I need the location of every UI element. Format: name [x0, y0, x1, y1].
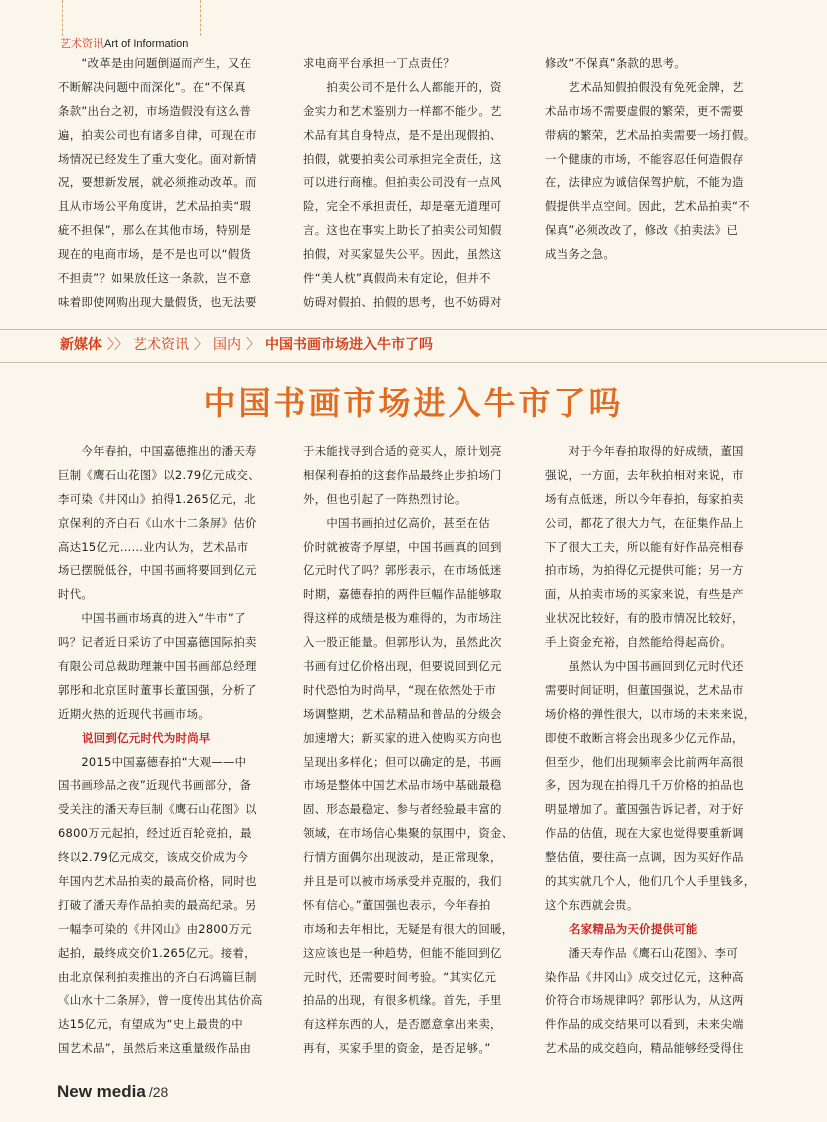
text-line: 国艺术品”，虽然后来这重量级作品由 [58, 1041, 252, 1056]
text-line: 高达15亿元……业内认为，艺术品市 [58, 539, 249, 554]
text-line: 2015中国嘉德春拍“大观——中 [58, 754, 247, 769]
text-line: 书画有过亿价格出现，但要说回到亿元 [303, 659, 502, 674]
text-line: 李可染《井冈山》拍得1.265亿元，北 [58, 491, 256, 506]
text-line: 即使不敢断言将会出现多少亿元作品， [545, 730, 744, 745]
breadcrumb-divider [0, 362, 827, 363]
text-line: 这个东西就会贵。 [545, 897, 639, 912]
breadcrumb-separator: 〉 [246, 337, 260, 353]
text-line: 场已摆脱低谷，中国书画将要回到亿元 [58, 563, 257, 578]
text-line: 固、形态最稳定、参与者经验最丰富的 [303, 802, 502, 817]
text-line: 现在的电商市场，是不是也可以“假货 [58, 247, 252, 262]
text-line: 艺术品知假拍假没有免死金牌，艺 [545, 79, 744, 94]
text-line: 况，要想新发展，就必须推动改革。而 [58, 175, 257, 190]
text-line: 求电商平台承担一丁点责任？ [303, 56, 455, 70]
text-line: 修改“不保真”条款的思考。 [545, 56, 686, 70]
text-line: 场有点低迷，所以今年春拍，每家拍卖 [545, 491, 744, 506]
breadcrumb-item-domestic[interactable]: 国内 [213, 337, 241, 353]
breadcrumb-separator: 〉〉 [107, 337, 128, 353]
text-line: 拍品的出现，有很多机缘。首先，手里 [303, 993, 502, 1008]
text-line: 多，因为现在拍得几千万价格的拍品也 [545, 778, 744, 793]
text-line: 外，但也引起了一阵热烈讨论。 [303, 491, 467, 506]
text-line: 不断解决问题中而深化”。在“不保真 [58, 79, 246, 94]
text-line: 《山水十二条屏》，曾一度传出其估价高 [58, 993, 263, 1008]
text-line: 的其实就几个人，他们几个人手里钱多， [545, 874, 756, 889]
running-header [60, 37, 188, 51]
article-column-2 [303, 440, 529, 1061]
text-line: 行情方面偶尔出现波动，是正常现象， [303, 850, 502, 865]
text-line: 价时就被寄予厚望，中国书画真的回到 [303, 539, 502, 554]
text-line: 市场和去年相比，无疑是有很大的回暖， [303, 921, 514, 936]
breadcrumb-item-art-news[interactable]: 艺术资讯 [133, 337, 189, 353]
text-line: 有限公司总裁助理兼中国书画部总经理 [58, 659, 257, 674]
text-line: 金实力和艺术鉴别力一样都不能少。艺 [303, 103, 502, 118]
text-line: 一个健康的市场，不能容忍任何造假存 [545, 151, 744, 166]
article-column-3 [545, 440, 771, 1061]
text-line: 明显增加了。董国强告诉记者，对于好 [545, 802, 744, 817]
text-line: 对于今年春拍取得的好成绩，董国 [545, 444, 744, 458]
text-line: 在，法律应为诚信保驾护航，不能为造 [545, 175, 744, 190]
text-line: 于未能找寻到合适的竞买人，原计划亮 [303, 444, 502, 458]
text-line: 需要时间证明，但董国强说，艺术品市 [545, 682, 744, 697]
text-line: 呈现出多样化；但可以确定的是，书画 [303, 754, 502, 769]
text-line: 巨制《鹰石山花图》以2.79亿元成交、 [58, 467, 260, 482]
text-line: 术品有其自身特点，是不是出现假拍、 [303, 127, 502, 142]
text-line: 这应该也是一种趋势，但能不能回到亿 [303, 945, 502, 960]
text-line: 京保利的齐白石《山水十二条屏》估价 [58, 515, 257, 530]
page-number: /28 [148, 1084, 169, 1100]
subheading: 名家精品为天价提供可能 [569, 921, 698, 936]
text-line: 年国内艺术品拍卖的最高价格，同时也 [58, 874, 257, 889]
section-label-cn: 艺术资讯 [60, 37, 104, 50]
text-line: 染作品《井冈山》成交过亿元，这种高 [545, 969, 744, 984]
text-line: 疵不担保”，那么在其他市场，特别是 [58, 223, 252, 238]
text-line: 遍，拍卖公司也有诸多自律，可现在市 [58, 127, 257, 142]
text-line: 吗？记者近日采访了中国嘉德国际拍卖 [58, 635, 257, 650]
text-line: 得这样的成绩是极为难得的，为市场注 [303, 611, 502, 626]
section-divider [0, 329, 827, 330]
text-line: 整估值，要往高一点调，因为买好作品 [545, 850, 744, 865]
text-line: 件“美人枕”真假尚未有定论，但并不 [303, 271, 491, 286]
section-label-en: Art of Information [104, 38, 189, 50]
text-line: 件作品的成交结果可以看到，未来尖端 [545, 1017, 744, 1032]
text-line: 场情况已经发生了重大变化。面对新情 [58, 151, 257, 166]
breadcrumb-current: 中国书画市场进入牛市了吗 [265, 337, 433, 353]
text-line: 公司，都花了很大力气，在征集作品上 [545, 515, 744, 530]
text-line: 条款”出台之初，市场造假没有这么普 [58, 103, 252, 118]
breadcrumb-separator: 〉 [194, 337, 208, 353]
text-line: 但至少，他们出现频率会比前两年高很 [545, 754, 744, 769]
text-line: 怀有信心。”董国强也表示，今年春拍 [303, 897, 491, 912]
text-line: 业状况比较好，有的股市情况比较好， [545, 611, 744, 626]
text-line: 由北京保利拍卖推出的齐白石鸿篇巨制 [58, 969, 257, 984]
text-line: 6800万元起拍，经过近百轮竞拍，最 [58, 826, 252, 841]
text-line: 中国书画市场真的进入“牛市”了 [58, 611, 246, 626]
text-line: 险，完全不承担责任，却是毫无道理可 [303, 199, 502, 214]
text-line: 拍卖公司不是什么人都能开的，资 [303, 79, 502, 94]
text-line: 言。这也在事实上助长了拍卖公司知假 [303, 223, 502, 238]
text-line: 近期火热的近现代书画市场。 [58, 706, 210, 721]
text-line: 今年春拍，中国嘉德推出的潘天寿 [58, 444, 257, 458]
text-line: 终以2.79亿元成交，该成交价成为今 [58, 850, 249, 865]
text-line: 成当务之急。 [545, 247, 616, 262]
top-article-column-3 [545, 52, 771, 267]
text-line: 且从市场公平角度讲，艺术品拍卖“瑕 [58, 199, 252, 214]
text-line: 相保利春拍的这套作品最终止步拍场门 [303, 467, 502, 482]
text-line: 作品的估值，现在大家也觉得要重新调 [545, 826, 744, 841]
text-line: 拍假，就要拍卖公司承担完全责任，这 [303, 151, 502, 166]
text-line: 不担责”？如果放任这一条款，岂不意 [58, 271, 252, 286]
top-article-column-1 [58, 52, 284, 315]
text-line: 场调整期，艺术品精品和普品的分级会 [303, 706, 502, 721]
text-line: 带病的繁荣，艺术品拍卖需要一场打假。 [545, 127, 756, 142]
text-line: 起拍，最终成交价1.265亿元。接着， [58, 945, 256, 960]
top-article-column-2 [303, 52, 529, 315]
text-line: 潘天寿作品《鹰石山花图》、李可 [545, 945, 739, 960]
text-line: 有这样东西的人，是否愿意拿出来卖， [303, 1017, 502, 1032]
text-line: 时期，嘉德春拍的两件巨幅作品能够取 [303, 587, 502, 602]
text-line: 虽然认为中国书画回到亿元时代还 [545, 659, 744, 674]
text-line: 价符合市场规律吗？郭彤认为，从这两 [545, 993, 744, 1008]
text-line: 市场是整体中国艺术品市场中基础最稳 [303, 778, 502, 793]
page-footer [57, 1082, 168, 1102]
text-line: 入一股正能量。但郭彤认为，虽然此次 [303, 635, 502, 650]
text-line: 味着即使网购出现大量假货，也无法要 [58, 294, 257, 309]
breadcrumb [60, 336, 433, 354]
footer-logo: New media [57, 1082, 146, 1101]
text-line: 亿元时代了吗？郭彤表示，在市场低迷 [303, 563, 502, 578]
text-line: “改革是由问题倒逼而产生，又在 [58, 56, 252, 70]
text-line: 强说，一方面，去年秋拍相对来说，市 [545, 467, 744, 482]
text-line: 国书画珍品之夜”近现代书画部分，备 [58, 778, 252, 793]
text-line: 下了很大工夫，所以能有好作品亮相春 [545, 539, 744, 554]
text-line: 达15亿元，有望成为“史上最贵的中 [58, 1017, 243, 1032]
subheading: 说回到亿元时代为时尚早 [82, 730, 211, 745]
article-title: 中国书画市场进入牛市了吗 [203, 384, 624, 422]
text-line: 元时代，还需要时间考验。“其实亿元 [303, 969, 497, 984]
text-line: 一幅李可染的《井冈山》由2800万元 [58, 921, 252, 936]
text-line: 保真”必须改改了，修改《拍卖法》已 [545, 223, 739, 238]
decor-dashed-line [62, 0, 63, 36]
text-line: 领域，在市场信心集聚的氛围中，资金、 [303, 826, 514, 841]
text-line: 加速增大；新买家的进入使购买方向也 [303, 730, 502, 745]
breadcrumb-site-link[interactable]: 新媒体 [60, 337, 102, 353]
text-line: 术品市场不需要虚假的繁荣，更不需要 [545, 103, 744, 118]
text-line: 受关注的潘天寿巨制《鹰石山花图》以 [58, 802, 257, 817]
text-line: 中国书画拍过亿高价，甚至在估 [303, 515, 491, 530]
text-line: 手上资金充裕，自然能给得起高价。 [545, 635, 733, 650]
text-line: 艺术品的成交趋向，精品能够经受得住 [545, 1041, 744, 1056]
text-line: 面，从拍卖市场的买家来说，有些是产 [545, 587, 744, 602]
text-line: 拍市场，为拍得亿元提供可能；另一方 [545, 563, 744, 578]
text-line: 场价格的弹性很大，以市场的未来来说， [545, 706, 756, 721]
text-line: 妨碍对假拍、拍假的思考，也不妨碍对 [303, 294, 502, 309]
text-line: 并且是可以被市场承受并克服的，我们 [303, 874, 502, 889]
article-column-1 [58, 440, 280, 1061]
text-line: 假提供半点空间。因此，艺术品拍卖“不 [545, 199, 750, 214]
text-line: 时代恐怕为时尚早，“现在依然处于市 [303, 682, 497, 697]
text-line: 时代。 [58, 587, 94, 602]
text-line: 郭彤和北京匡时董事长董国强，分析了 [58, 682, 257, 697]
text-line: 再有，买家手里的资金，是否足够。” [303, 1041, 491, 1056]
text-line: 打破了潘天寿作品拍卖的最高纪录。另 [58, 897, 257, 912]
text-line: 可以进行商榷。但拍卖公司没有一点风 [303, 175, 502, 190]
text-line: 拍假，对买家显失公平。因此，虽然这 [303, 247, 502, 262]
decor-dashed-line [200, 0, 201, 36]
